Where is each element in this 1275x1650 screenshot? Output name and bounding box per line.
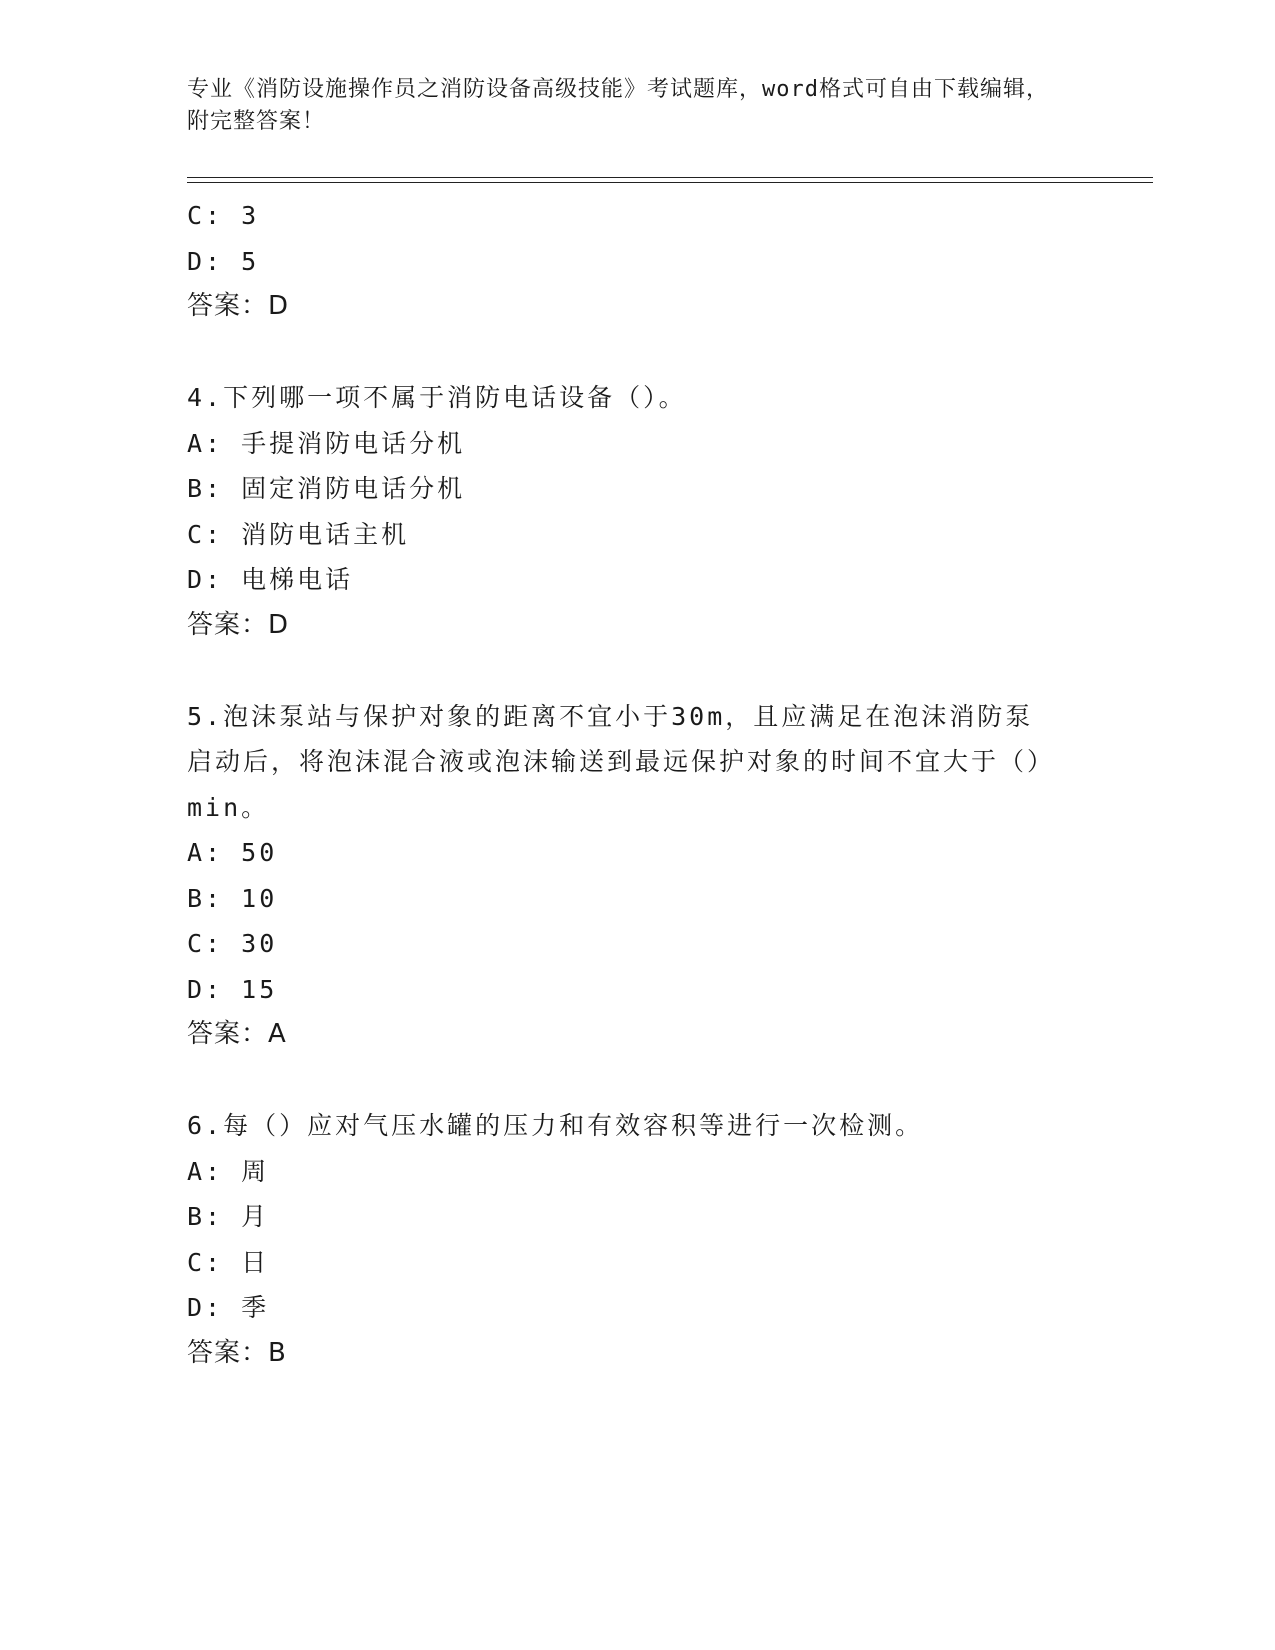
continued-question	[187, 193, 1087, 330]
option-a: A: 手提消防电话分机	[187, 428, 466, 458]
document-header: 专业《消防设施操作员之消防设备高级技能》考试题库，word格式可自由下载编辑，附完整答案！	[187, 77, 1049, 134]
option-b: B: 固定消防电话分机	[187, 474, 466, 503]
answer-line: 答案：D	[187, 609, 290, 640]
option-b: B: 月	[187, 1202, 270, 1231]
answer-line: 答案：A	[187, 1019, 287, 1049]
option-c: C: 30	[187, 929, 278, 958]
option-c: C: 3	[187, 201, 260, 230]
spacer	[187, 1058, 1087, 1104]
question-6	[187, 1103, 1087, 1376]
option-d: D: 15	[187, 974, 278, 1004]
question-text: 5.泡沫泵站与保护对象的距离不宜小于30m，且应满足在泡沫消防泵启动后，将泡沫混合液或泡沫输送到最远保护对象的时间不宜大于（）min。	[187, 701, 1056, 822]
option-a: A: 50	[187, 838, 278, 867]
option-c: C: 消防电话主机	[187, 519, 410, 549]
header-divider-bottom	[187, 182, 1153, 183]
option-d: D: 5	[187, 246, 260, 276]
option-a: A: 周	[187, 1156, 270, 1186]
question-5	[187, 694, 1087, 1058]
spacer	[187, 648, 1087, 694]
option-d: D: 季	[187, 1293, 270, 1322]
question-list	[187, 193, 1087, 1376]
answer-line: 答案：B	[187, 1337, 287, 1368]
header-divider-top	[187, 177, 1153, 178]
question-text: 4.下列哪一项不属于消防电话设备（）。	[187, 383, 687, 412]
spacer	[187, 330, 1087, 376]
answer-line: 答案：D	[187, 291, 290, 321]
option-c: C: 日	[187, 1247, 270, 1277]
option-d: D: 电梯电话	[187, 565, 354, 594]
option-b: B: 10	[187, 883, 278, 913]
question-text: 6.每（）应对气压水罐的压力和有效容积等进行一次检测。	[187, 1111, 924, 1140]
question-4	[187, 375, 1087, 648]
